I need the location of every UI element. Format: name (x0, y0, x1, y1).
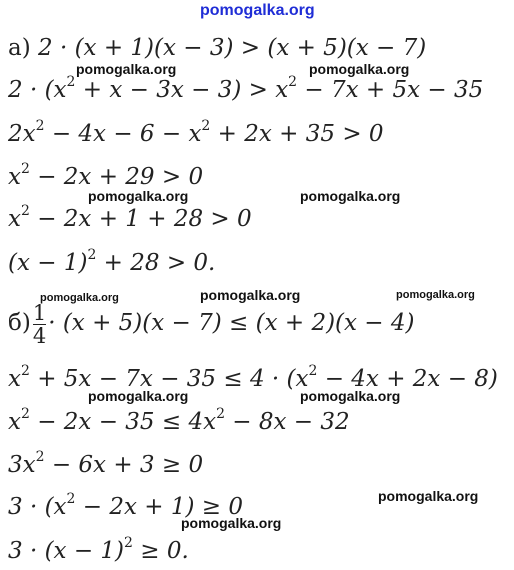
watermark: pomogalka.org (88, 388, 189, 404)
watermark: pomogalka.org (396, 289, 475, 301)
part-a-label: а) (8, 35, 31, 61)
watermark: pomogalka.org (378, 488, 479, 504)
watermark: pomogalka.org (76, 61, 177, 77)
part-b-line-2: $x^2 + 5x - 7x - 35 \le 4 \cdot (x^2 - 4x + 2x - 8)$ (8, 363, 498, 392)
part-a-line-1: а) 2 · (x + 1)(x − 3) > (x + 5)(x − 7) (8, 35, 427, 61)
part-a-line-6: $(x - 1)^2 + 28 > 0$. (8, 247, 216, 276)
part-b-line-1: б) $\frac{1}{4}$ · (x + 5)(x − 7) ≤ (x + 2)(x − 4) (8, 300, 415, 348)
part-b-line-3: $x^2 - 2x - 35 \le 4x^2 - 8x - 32$ (8, 406, 350, 435)
one-quarter-fraction: $\frac{1}{4}$ (32, 300, 47, 348)
watermark: pomogalka.org (181, 515, 282, 531)
part-b-line-5: $3 \cdot (x^2 - 2x + 1) \ge 0$ (8, 491, 243, 520)
part-a-line-2: $2 \cdot (x^2 + x - 3x - 3) > x^2 - 7x + 5x - 35$ (8, 74, 484, 103)
part-a-line-4: $x^2 - 2x + 29 > 0$ (8, 161, 204, 190)
part-a-line-5: $x^2 - 2x + 1 + 28 > 0$ (8, 203, 252, 232)
watermark: pomogalka.org (40, 292, 119, 304)
part-b-line-4: $3x^2 - 6x + 3 \ge 0$ (8, 449, 204, 478)
part-a-line-3: $2x^2 - 4x - 6 - x^2 + 2x + 35 > 0$ (8, 118, 384, 147)
watermark: pomogalka.org (300, 188, 401, 204)
watermark: pomogalka.org (309, 61, 410, 77)
part-b-line-6: $3 \cdot (x - 1)^2 \ge 0$. (8, 535, 189, 564)
watermark: pomogalka.org (200, 287, 301, 303)
watermark-top: pomogalka.org (200, 2, 315, 19)
watermark: pomogalka.org (88, 188, 189, 204)
part-b-label: б) (8, 310, 31, 336)
watermark: pomogalka.org (300, 388, 401, 404)
